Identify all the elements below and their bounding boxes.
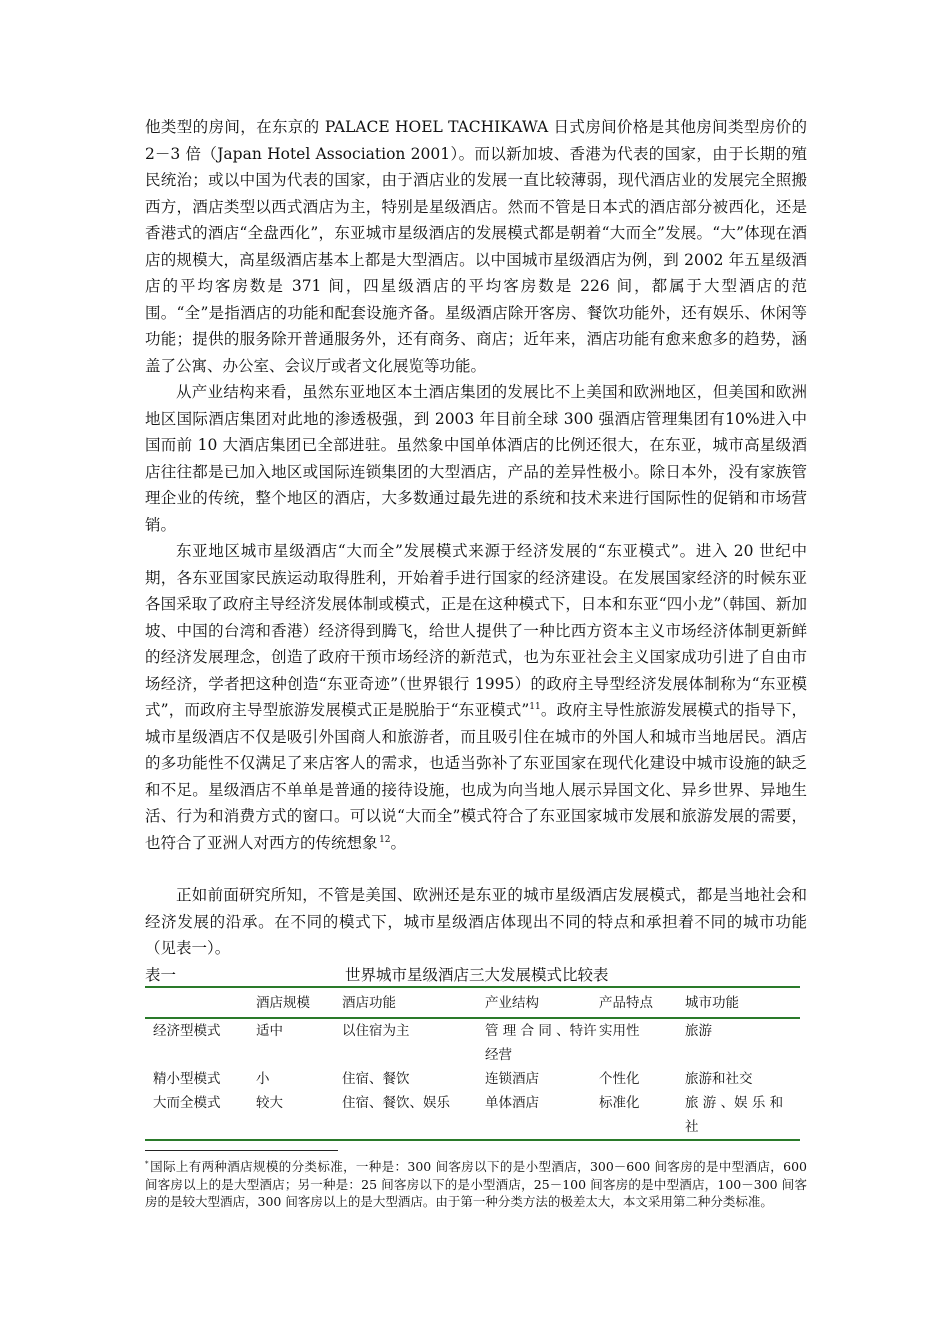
- table-row: [145, 1067, 800, 1091]
- header-cell: 产业结构: [485, 995, 539, 1011]
- paragraph-gap: [145, 856, 807, 882]
- table-cell: 适中: [256, 1023, 283, 1039]
- table-cell: 较大: [256, 1095, 283, 1111]
- footnote-separator: [145, 1150, 338, 1151]
- table-cell: 大而全模式: [153, 1095, 221, 1111]
- header-cell: 酒店功能: [342, 995, 396, 1011]
- table-cell: 小: [256, 1071, 270, 1087]
- footnote-ref-11: 11: [529, 701, 541, 712]
- paragraph-3-part-1: 东亚地区城市星级酒店“大而全”发展模式来源于经济发展的“东亚模式”。进入 20 世纪中期，各东亚国家民族运动取得胜利，开始着手进行国家的经济建设。在发展国家经济的时候东亚各国采取了政府主导经济发展体制或模式，正是在这种模式下，日本和东亚“四小龙”（韩国、新加坡、中国的台湾和香港）经济得到腾飞，给世人提供了一种比西方资本主义市场经济体制更新鲜的经济发展理念，创造了政府干预市场经济的新范式，也为东亚社会主义国家成功引进了自由市场经济，学者把这种创造“东亚奇迹”（世界银行 1995）的政府主导型经济发展体制称为“东亚模式”，而政府主导型旅游发展模式正是脱胎于“东亚模式”: [145, 542, 807, 719]
- comparison-table: [145, 986, 800, 1141]
- paragraph-3-part-3: 。: [390, 833, 407, 852]
- paragraph-3-part-2: 。政府主导性旅游发展模式的指导下，城市星级酒店不仅是吸引外国商人和旅游者，而且吸引住在城市的外国人和城市当地居民。酒店的多功能性不仅满足了来店客人的需求，也适当弥补了东亚国家在现代化建设中城市设施的缺乏和不足。星级酒店不单单是普通的接待设施，也成为向当地人展示异国文化、异乡世界、异地生活、行为和消费方式的窗口。可以说“大而全”模式符合了东亚国家城市发展和旅游发展的需要，也符合了亚洲人对西方的传统想象: [145, 701, 807, 852]
- body-text: [145, 114, 807, 962]
- table-caption: [145, 963, 800, 987]
- header-cell: 产品特点: [599, 995, 653, 1011]
- table-cell: 经济型模式: [153, 1023, 221, 1039]
- paragraph-2: 从产业结构来看，虽然东亚地区本土酒店集团的发展比不上美国和欧洲地区，但美国和欧洲地区国际酒店集团对此地的渗透极强，到 2003 年目前全球 300 强酒店管理集团有10%进入中国而前 10 大酒店集团已全部进驻。虽然象中国单体酒店的比例还很大，在东亚，城市高星级酒店往往都是已加入地区或国际连锁集团的大型酒店，产品的差异性极小。除日本外，没有家族管理企业的传统，整个地区的酒店，大多数通过最先进的系统和技术来进行国际性的促销和市场营销。: [145, 383, 807, 534]
- table-cell: 旅游和社交: [685, 1071, 753, 1087]
- table-header-row: [145, 988, 800, 1017]
- footnote-mark: *: [145, 1159, 149, 1168]
- paragraph-3: [145, 538, 807, 856]
- table-cell: 个性化: [599, 1071, 640, 1087]
- header-cell: [145, 988, 256, 1017]
- table-cell: 实用性: [599, 1023, 640, 1039]
- table-cell: 旅游: [685, 1023, 712, 1039]
- header-cell: 酒店规模: [256, 995, 310, 1011]
- comparison-table-grid: [145, 988, 800, 1141]
- table-cell: 单体酒店: [485, 1095, 539, 1111]
- table-cell: 住宿、餐饮: [342, 1071, 410, 1087]
- table-row: [145, 1091, 800, 1139]
- table-row: [145, 1019, 800, 1067]
- header-cell: 城市功能: [685, 995, 739, 1011]
- table-bottom-rule: [145, 1139, 800, 1141]
- table-cell: 住宿、餐饮、娱乐: [342, 1095, 450, 1111]
- table-number: 表一: [145, 966, 177, 984]
- table-cell: 管 理 合 同 、特许经营: [485, 1023, 597, 1063]
- footnote: [145, 1158, 807, 1211]
- table-cell: 精小型模式: [153, 1071, 221, 1087]
- table-cell: 连锁酒店: [485, 1071, 539, 1087]
- table-cell: 旅 游 、娱 乐 和 社: [685, 1095, 784, 1135]
- footnote-text: 国际上有两种酒店规模的分类标准，一种是：300 间客房以下的是小型酒店，300－600 间客房的是中型酒店，600 间客房以上的是大型酒店；另一种是：25 间客房以下的是小型酒店，25－100 间客房的是中型酒店，100－300 间客房的是较大型酒店，300 间客房以上的是大型酒店。由于第一种分类方法的极差太大，本文采用第二种分类标准。: [145, 1159, 807, 1209]
- table-cell: 标准化: [599, 1095, 640, 1111]
- footnote-ref-12: 12: [379, 834, 391, 845]
- table-title: 世界城市星级酒店三大发展模式比较表: [345, 966, 609, 984]
- table-cell: 以住宿为主: [342, 1023, 410, 1039]
- paragraph-1: 他类型的房间，在东京的 PALACE HOEL TACHIKAWA 日式房间价格是其他房间类型房价的 2－3 倍（Japan Hotel Association 2001）。而以新加坡、香港为代表的国家，由于长期的殖民统治；或以中国为代表的国家，由于酒店业的发展一直比较薄弱，现代酒店业的发展完全照搬西方，酒店类型以西式酒店为主，特别是星级酒店。然而不管是日本式的酒店部分被西化，还是香港式的酒店“全盘西化”，东亚城市星级酒店的发展模式都是朝着“大而全”发展。“大”体现在酒店的规模大，高星级酒店基本上都是大型酒店。以中国城市星级酒店为例，到 2002 年五星级酒店的平均客房数是 371 间，四星级酒店的平均客房数是 226 间，都属于大型酒店的范围。“全”是指酒店的功能和配套设施齐备。星级酒店除开客房、餐饮功能外，还有娱乐、休闲等功能；提供的服务除开普通服务外，还有商务、商店；近年来，酒店功能有愈来愈多的趋势，涵盖了公寓、办公室、会议厅或者文化展览等功能。: [145, 118, 807, 375]
- paragraph-4: 正如前面研究所知，不管是美国、欧洲还是东亚的城市星级酒店发展模式，都是当地社会和经济发展的沿承。在不同的模式下，城市星级酒店体现出不同的特点和承担着不同的城市功能（见表一）。: [145, 886, 807, 957]
